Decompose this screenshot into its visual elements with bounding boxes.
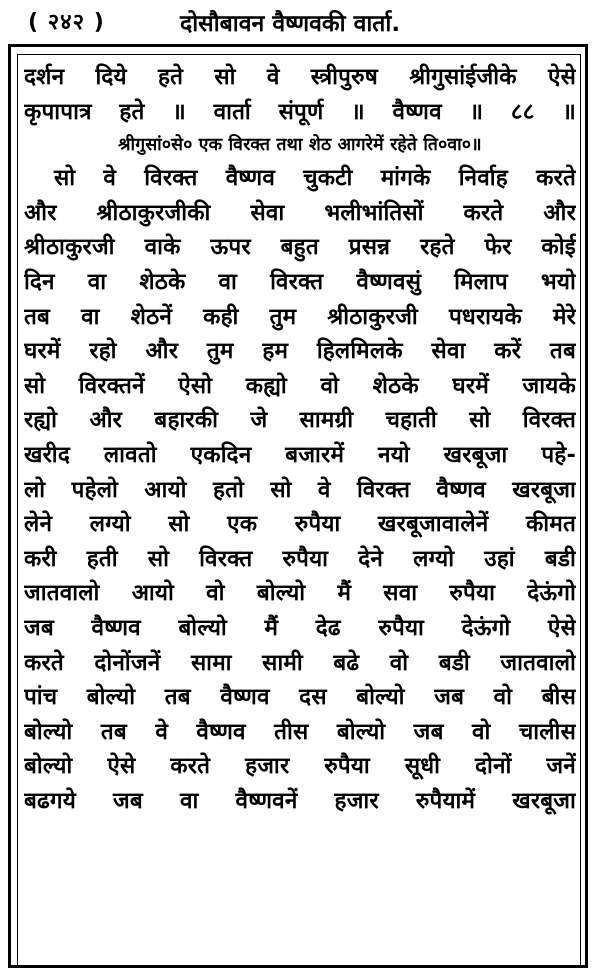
text-line: जातवालो आयो वो बोल्यो मैं सवा रुपैया देऊंगो	[24, 580, 576, 607]
text-line: करते दोनोंजनें सामा सामी बढे वो बडी जातवालो	[24, 649, 576, 676]
text-line: और श्रीठाकुरजीकी सेवा भलीभांतिसों करते और	[24, 199, 576, 226]
text-line: सो विरक्तनें ऐसो कह्यो वो शेठके घरमें जायके	[24, 372, 576, 399]
text-line: लेने लग्यो सो एक रुपैया खरबूजावालेनें कीमत	[24, 511, 576, 538]
text-line: सो वे विरक्त वैष्णव चुकटी मांगके निर्वाह करते	[54, 165, 576, 192]
text-line: श्रीठाकुरजी वाके ऊपर बहुत प्रसन्न रहते फेर कोई	[24, 234, 576, 261]
page-number: ( २४२ )	[28, 10, 105, 35]
passage-text	[24, 60, 576, 818]
section-heading: श्रीगुसां०से० एक विरक्त तथा शेठ आगरेमें रहेते ति०वा०॥	[118, 135, 482, 156]
text-line: रह्यो और बहारकी जे सामग्री चहाती सो विरक्त	[24, 407, 576, 434]
text-line: तब वा शेठनें कही तुम श्रीठाकुरजी पधरायके मेरे	[24, 303, 576, 330]
text-line: खरीद लावतो एकदिन बजारमें नयो खरबूजा पहे-	[24, 441, 576, 468]
text-line: कृपापात्र हते ॥ वार्ता संपूर्ण ॥ वैष्णव ॥ ८८ ॥	[24, 98, 576, 125]
text-line: बोल्यो तब वे वैष्णव तीस बोल्यो जब वो चालीस	[24, 718, 576, 745]
text-line: दर्शन दिये हते सो वे स्त्रीपुरुष श्रीगुसांईजीके ऐसे	[24, 64, 576, 90]
text-line: बोल्यो ऐसे करते हजार रुपैया सूधी दोनों जनें	[24, 753, 576, 780]
text-line: जब वैष्णव बोल्यो मैं देढ रुपैया देऊंगो ऐसे	[24, 614, 576, 641]
text-line: करी हती सो विरक्त रुपैया देने लग्यो उहां बडी	[24, 545, 576, 572]
page-header	[0, 0, 600, 44]
text-line: घरमें रहो और तुम हम हिलमिलके सेवा करें तब	[24, 338, 576, 365]
text-line: पांच बोल्यो तब वैष्णव दस बोल्यो जब वो बीस	[24, 684, 576, 711]
text-line: लो पहेलो आयो हतो सो वे विरक्त वैष्णव खरबूजा	[24, 476, 576, 503]
running-title: दोसौबावन वैष्णवकी वार्ता.	[180, 11, 401, 37]
text-line: बढगये जब वा वैष्णवनें हजार रुपैयामें खरबूजा	[24, 787, 576, 814]
text-line: दिन वा शेठके वा विरक्त वैष्णवसुं मिलाप भयो	[24, 268, 576, 295]
